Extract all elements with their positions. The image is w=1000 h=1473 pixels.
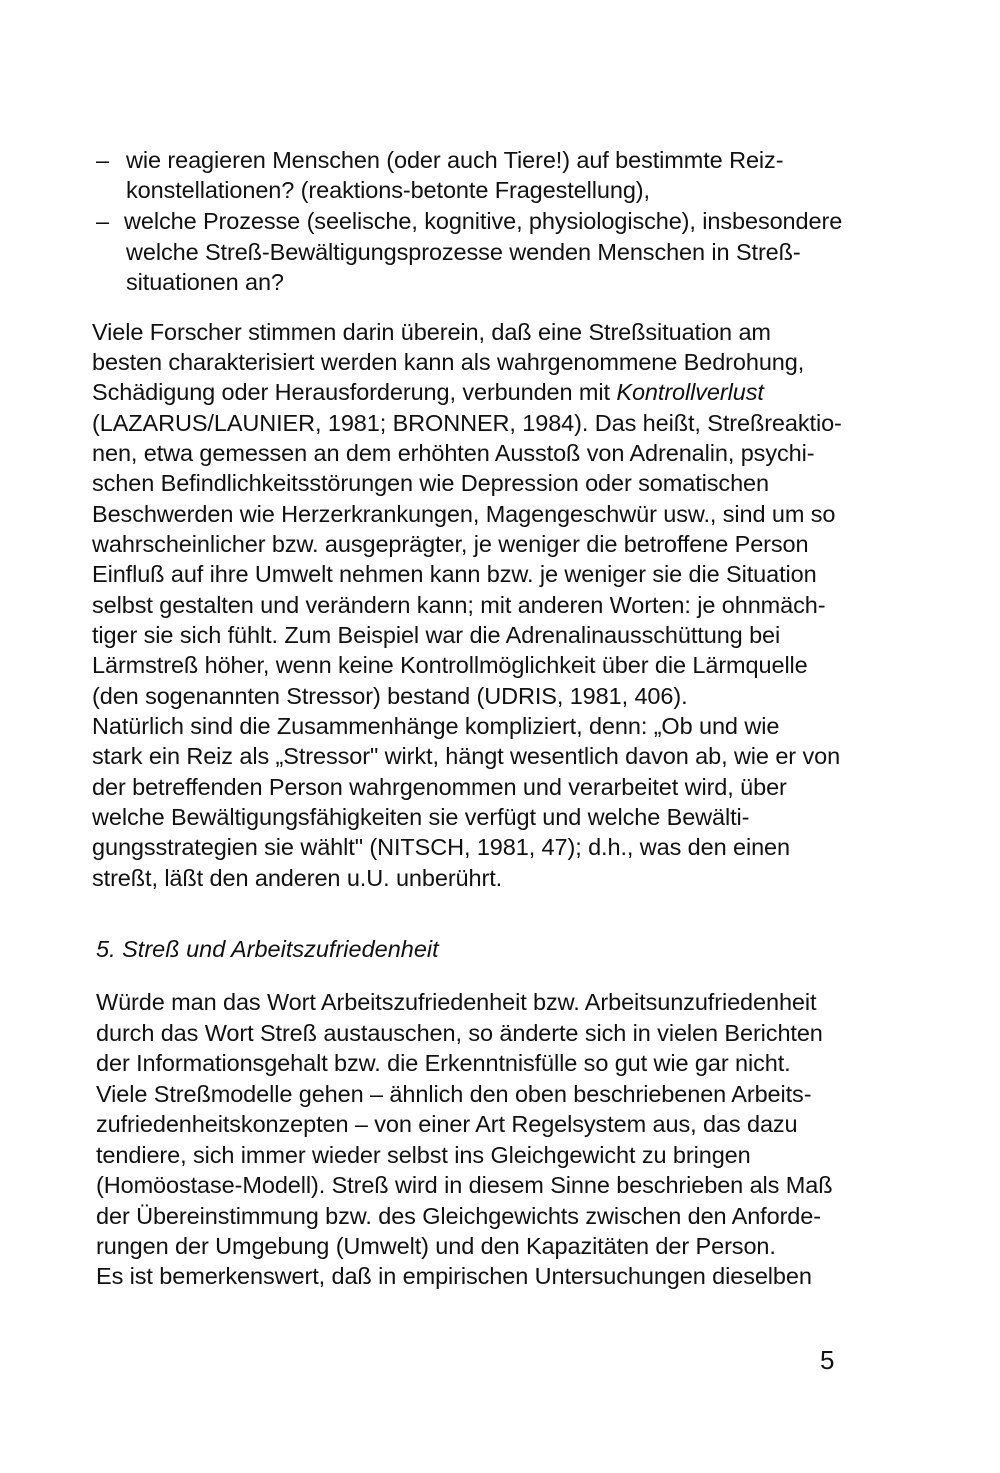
- text-line: tendiere, sich immer wieder selbst ins Gleichgewicht zu bringen: [96, 1142, 751, 1168]
- text-line: schen Befindlichkeitsstörungen wie Depression oder somatischen: [92, 470, 769, 496]
- list-item-line: situationen an?: [126, 269, 284, 295]
- list-item-line: welche Prozesse (seelische, kognitive, physiologische), insbesondere: [124, 208, 843, 234]
- text-line: Lärmstreß höher, wenn keine Kontrollmöglichkeit über die Lärmquelle: [92, 652, 808, 678]
- text-line: zufriedenheitskonzepten – von einer Art Regelsystem aus, das dazu: [96, 1111, 798, 1137]
- text-line: durch das Wort Streß austauschen, so änderte sich in vielen Berichten: [96, 1020, 823, 1046]
- text-line: Einfluß auf ihre Umwelt nehmen kann bzw. je weniger sie die Situation: [92, 561, 817, 587]
- list-item-line: welche Streß-Bewältigungsprozesse wenden Menschen in Streß-: [126, 239, 801, 265]
- text-line: rungen der Umgebung (Umwelt) und den Kapazitäten der Person.: [96, 1233, 776, 1259]
- text-line: welche Bewältigungsfähigkeiten sie verfügt und welche Bewälti-: [92, 804, 750, 830]
- list-item-line: konstellationen? (reaktions-betonte Fragestellung),: [126, 177, 650, 203]
- text-line: Würde man das Wort Arbeitszufriedenheit bzw. Arbeitsunzufriedenheit: [96, 989, 817, 1015]
- text-line: gungsstrategien sie wählt" (NITSCH, 1981, 47); d.h., was den einen: [92, 834, 790, 860]
- emphasis-term: Kontrollverlust: [616, 379, 764, 405]
- text-line: besten charakterisiert werden kann als wahrgenommene Bedrohung,: [92, 349, 805, 375]
- text-line: selbst gestalten und verändern kann; mit anderen Worten: je ohnmäch-: [92, 592, 826, 618]
- text-line: Viele Forscher stimmen darin überein, daß eine Streßsituation am: [92, 319, 771, 345]
- text-line: Natürlich sind die Zusammenhänge kompliziert, denn: „Ob und wie: [92, 713, 780, 739]
- text-line: tiger sie sich fühlt. Zum Beispiel war die Adrenalinausschüttung bei: [92, 622, 781, 648]
- text-line: der Informationsgehalt bzw. die Erkenntnisfülle so gut wie gar nicht.: [96, 1050, 791, 1076]
- list-item-dash: –: [96, 208, 110, 234]
- text-line: (den sogenannten Stressor) bestand (UDRIS, 1981, 406).: [92, 683, 688, 709]
- text-line: Es ist bemerkenswert, daß in empirischen Untersuchungen dieselben: [96, 1263, 812, 1289]
- text-line: streßt, läßt den anderen u.U. unberührt.: [92, 865, 503, 891]
- text-line: (Homöostase-Modell). Streß wird in diesem Sinne beschrieben als Maß: [96, 1172, 833, 1198]
- section-heading: 5. Streß und Arbeitszufriedenheit: [96, 936, 439, 962]
- text-line: nen, etwa gemessen an dem erhöhten Ausstoß von Adrenalin, psychi-: [92, 440, 815, 466]
- text-line: Schädigung oder Herausforderung, verbunden mit Kontrollverlust: [92, 379, 764, 405]
- list-item-dash: –: [96, 147, 110, 173]
- text-line: wahrscheinlicher bzw. ausgeprägter, je weniger die betroffene Person: [92, 531, 809, 557]
- text-line: stark ein Reiz als „Stressor" wirkt, hängt wesentlich davon ab, wie er von: [92, 743, 841, 769]
- text-line: der betreffenden Person wahrgenommen und verarbeitet wird, über: [92, 774, 787, 800]
- text-line: (LAZARUS/LAUNIER, 1981; BRONNER, 1984). Das heißt, Streßreaktio-: [92, 410, 842, 436]
- list-item-line: wie reagieren Menschen (oder auch Tiere!) auf bestimmte Reiz-: [126, 147, 784, 173]
- text-line: Viele Streßmodelle gehen – ähnlich den oben beschriebenen Arbeits-: [96, 1081, 812, 1107]
- text-line: der Übereinstimmung bzw. des Gleichgewichts zwischen den Anforde-: [96, 1203, 821, 1229]
- page-number: 5: [820, 1345, 835, 1375]
- text-line: Beschwerden wie Herzerkrankungen, Magengeschwür usw., sind um so: [92, 501, 836, 527]
